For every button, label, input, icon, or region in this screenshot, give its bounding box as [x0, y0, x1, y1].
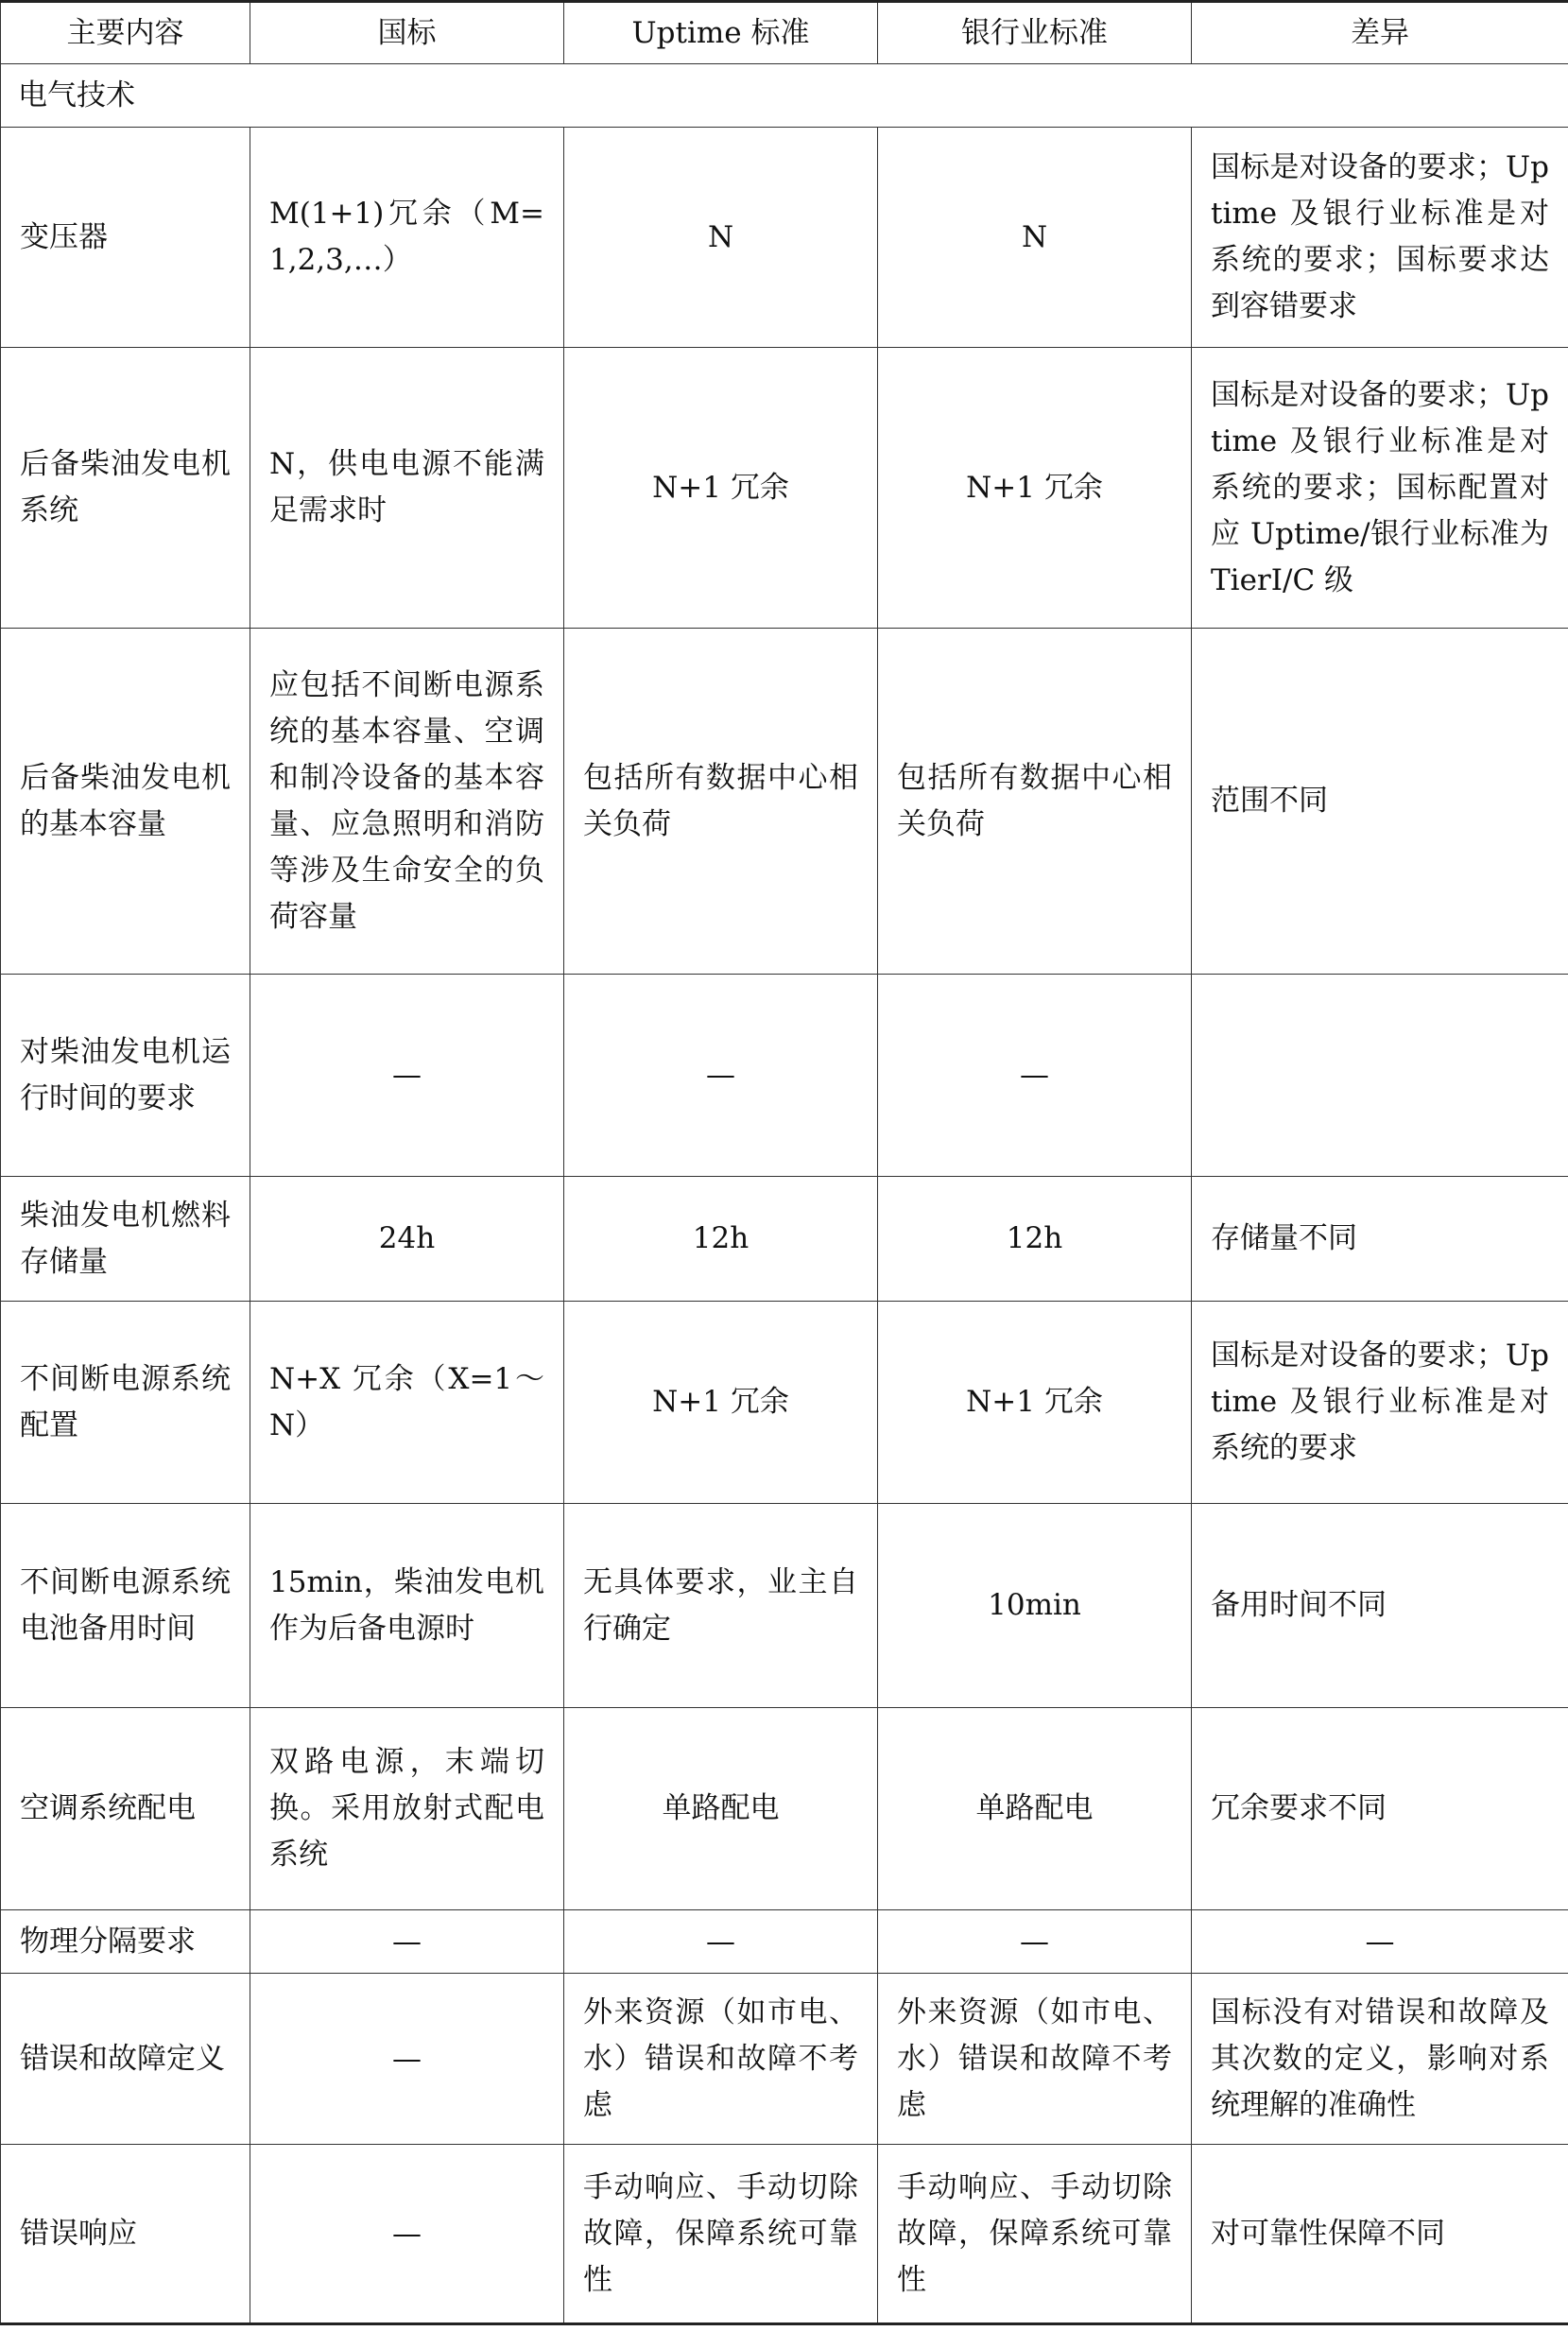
- row-bank: 包括所有数据中心相关负荷: [878, 629, 1192, 975]
- row-diff: [1192, 975, 1568, 1177]
- row-bank: N+1 冗余: [878, 1302, 1192, 1504]
- row-diff: 备用时间不同: [1192, 1504, 1568, 1708]
- row-item: 空调系统配电: [1, 1708, 250, 1910]
- row-uptime: 无具体要求，业主自行确定: [564, 1504, 878, 1708]
- row-diff: 国标没有对错误和故障及其次数的定义，影响对系统理解的准确性: [1192, 1974, 1568, 2145]
- table-row: [1, 128, 1568, 348]
- section-title: 电气技术: [1, 64, 1568, 128]
- row-item: 后备柴油发电机的基本容量: [1, 629, 250, 975]
- row-gb: N+X 冗余（X=1～N）: [250, 1302, 564, 1504]
- row-item: 变压器: [1, 128, 250, 348]
- row-gb: N，供电电源不能满足需求时: [250, 348, 564, 629]
- row-uptime: N: [564, 128, 878, 348]
- row-item: 错误和故障定义: [1, 1974, 250, 2145]
- row-bank: N+1 冗余: [878, 348, 1192, 629]
- row-gb: M(1+1)冗余（M=1,2,3,…）: [250, 128, 564, 348]
- row-diff: 范围不同: [1192, 629, 1568, 975]
- table-row: [1, 629, 1568, 975]
- row-item: 不间断电源系统电池备用时间: [1, 1504, 250, 1708]
- header-gb: 国标: [250, 2, 564, 64]
- row-item: 后备柴油发电机系统: [1, 348, 250, 629]
- row-diff: 国标是对设备的要求；Uptime 及银行业标准是对系统的要求；国标要求达到容错要求: [1192, 128, 1568, 348]
- table-row: [1, 1910, 1568, 1974]
- row-uptime: —: [564, 975, 878, 1177]
- table-row: [1, 2145, 1568, 2324]
- row-uptime: N+1 冗余: [564, 348, 878, 629]
- row-bank: —: [878, 975, 1192, 1177]
- row-uptime: 包括所有数据中心相关负荷: [564, 629, 878, 975]
- row-bank: 单路配电: [878, 1708, 1192, 1910]
- row-bank: —: [878, 1910, 1192, 1974]
- row-bank: 12h: [878, 1177, 1192, 1302]
- row-uptime: N+1 冗余: [564, 1302, 878, 1504]
- row-diff: 对可靠性保障不同: [1192, 2145, 1568, 2324]
- row-bank: 手动响应、手动切除故障，保障系统可靠性: [878, 2145, 1192, 2324]
- table-row: [1, 1302, 1568, 1504]
- row-uptime: 单路配电: [564, 1708, 878, 1910]
- table-row: [1, 1504, 1568, 1708]
- row-item: 不间断电源系统配置: [1, 1302, 250, 1504]
- row-gb: —: [250, 1974, 564, 2145]
- row-bank: 10min: [878, 1504, 1192, 1708]
- row-gb: —: [250, 1910, 564, 1974]
- row-diff: 国标是对设备的要求；Uptime 及银行业标准是对系统的要求: [1192, 1302, 1568, 1504]
- row-gb: 24h: [250, 1177, 564, 1302]
- row-gb: 应包括不间断电源系统的基本容量、空调和制冷设备的基本容量、应急照明和消防等涉及生命安全的负荷容量: [250, 629, 564, 975]
- row-uptime: —: [564, 1910, 878, 1974]
- row-bank: 外来资源（如市电、水）错误和故障不考虑: [878, 1974, 1192, 2145]
- table-row: [1, 1974, 1568, 2145]
- row-item: 柴油发电机燃料存储量: [1, 1177, 250, 1302]
- header-item: 主要内容: [1, 2, 250, 64]
- table-row: [1, 1177, 1568, 1302]
- header-row: [1, 2, 1568, 64]
- row-item: 物理分隔要求: [1, 1910, 250, 1974]
- row-diff: 存储量不同: [1192, 1177, 1568, 1302]
- row-gb: —: [250, 975, 564, 1177]
- row-diff: 国标是对设备的要求；Uptime 及银行业标准是对系统的要求；国标配置对应 Uptime/银行业标准为 TierⅠ/C 级: [1192, 348, 1568, 629]
- row-gb: —: [250, 2145, 564, 2324]
- row-uptime: 外来资源（如市电、水）错误和故障不考虑: [564, 1974, 878, 2145]
- table-row: [1, 1708, 1568, 1910]
- section-row: [1, 64, 1568, 128]
- header-diff: 差异: [1192, 2, 1568, 64]
- row-gb: 15min，柴油发电机作为后备电源时: [250, 1504, 564, 1708]
- row-uptime: 12h: [564, 1177, 878, 1302]
- table-row: [1, 348, 1568, 629]
- row-item: 错误响应: [1, 2145, 250, 2324]
- row-bank: N: [878, 128, 1192, 348]
- header-bank: 银行业标准: [878, 2, 1192, 64]
- row-gb: 双路电源，末端切换。采用放射式配电系统: [250, 1708, 564, 1910]
- row-diff: —: [1192, 1910, 1568, 1974]
- header-uptime: Uptime 标准: [564, 2, 878, 64]
- table-row: [1, 975, 1568, 1177]
- row-uptime: 手动响应、手动切除故障，保障系统可靠性: [564, 2145, 878, 2324]
- row-item: 对柴油发电机运行时间的要求: [1, 975, 250, 1177]
- row-diff: 冗余要求不同: [1192, 1708, 1568, 1910]
